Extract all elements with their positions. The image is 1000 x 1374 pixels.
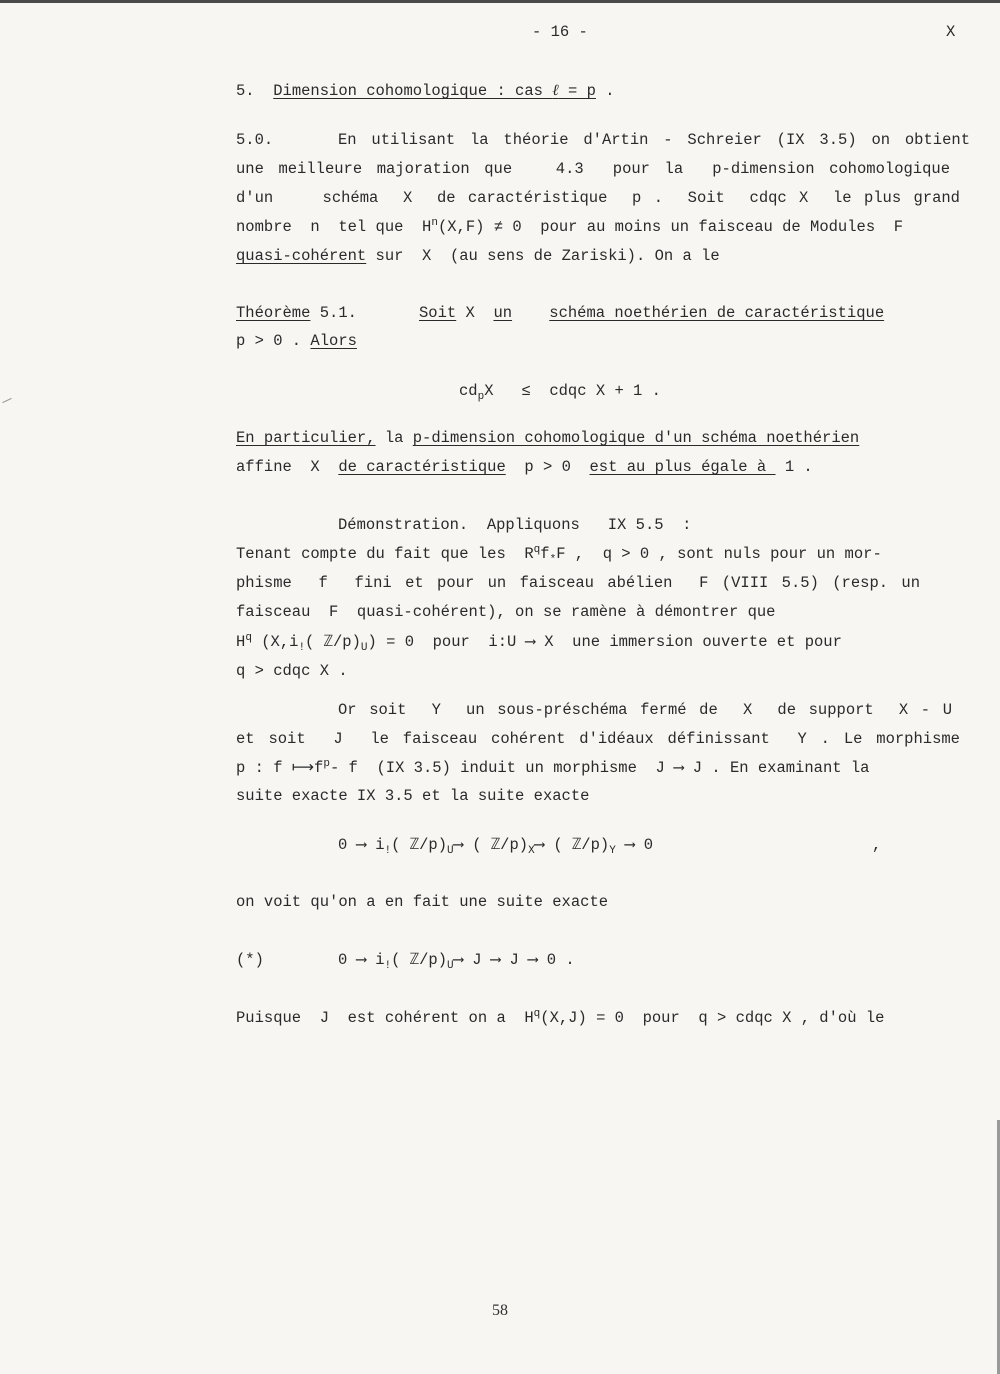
theorem-formula: $cd_pX$ ≤ cdqc X + 1 .	[459, 382, 661, 404]
para-line: Or soit Y un sous-préschéma fermé de X de support X - U	[338, 701, 952, 719]
footer-page-number: 58	[492, 1302, 508, 1319]
para-line: et soit J le faisceau cohérent d'idéaux définissant Y . Le morphisme	[236, 730, 960, 748]
demo-line: phisme f fini et pour un faisceau abélien F (VIII 5.5) (resp. un	[236, 574, 920, 592]
exact-sequence-1: 0 ⟶ $i_!$( $ℤ/p)_U⟶$ ( $ℤ/p)_X⟶$ ( $ℤ/p)_Y$ ⟶ 0	[338, 836, 654, 858]
para-line: En utilisant la théorie d'Artin - Schreier (IX 3.5) on obtient	[338, 131, 970, 149]
section-title: Dimension cohomologique : cas ℓ = p	[273, 81, 596, 100]
para-line: Puisque J est cohérent on a $H^q(X,J) = 0$ pour q > cdqc X , d'où le	[236, 1007, 885, 1027]
corollary-line: affine X de caractéristique p > 0 est au plus égale à 1 .	[236, 458, 813, 476]
sequence-comma: ,	[872, 836, 882, 854]
page-number: - 16 -	[532, 23, 588, 41]
chapter-number: X	[946, 23, 956, 41]
section-heading: 5. Dimension cohomologique : cas ℓ = p .	[236, 81, 615, 100]
demo-line: q > cdqc X .	[236, 662, 348, 680]
demo-line: $H^q$ ($X,i_!$( $ℤ/p)_U) = 0$ pour i:U ⟶ X une immersion ouverte et pour	[236, 631, 842, 655]
para-line: une meilleure majoration que 4.3 pour la p-dimension cohomologique	[236, 160, 950, 178]
para-label: 5.0.	[236, 131, 274, 149]
para-line: p : f $⟼f^p-$ f (IX 3.5) induit un morphisme J ⟶ J . En examinant la	[236, 757, 870, 777]
demo-line: faisceau F quasi-cohérent), on se ramène à démontrer que	[236, 603, 776, 621]
theorem-heading: Théorème 5.1.	[236, 304, 357, 322]
para-line: quasi-cohérent sur X (au sens de Zariski). On a le	[236, 247, 720, 265]
demo-line: Tenant compte du fait que les $R^qf_*F$ , q > 0 , sont nuls pour un mor-	[236, 543, 882, 567]
sequence-label: (*)	[236, 951, 264, 969]
corollary-line: En particulier, la p-dimension cohomologique d'un schéma noethérien	[236, 429, 860, 447]
demonstration-heading: Démonstration. Appliquons IX 5.5 :	[338, 516, 692, 534]
para-line: nombre n tel que $H^n(X,F) \ne 0$ pour au moins un faisceau de Modules F	[236, 216, 904, 236]
para-line: on voit qu'on a en fait une suite exacte	[236, 893, 609, 911]
theorem-line: Soit X un schéma noethérien de caractéristique	[419, 304, 885, 322]
theorem-line: p > 0 . Alors	[236, 332, 357, 350]
top-border	[0, 0, 1000, 3]
para-line: suite exacte IX 3.5 et la suite exacte	[236, 787, 590, 805]
para-line: d'un schéma X de caractéristique p . Soit cdqc X le plus grand	[236, 189, 960, 207]
exact-sequence-2: 0 ⟶ $i_!$( $ℤ/p)_U⟶$ J ⟶ J ⟶ 0 .	[338, 951, 575, 973]
margin-mark	[2, 398, 11, 403]
